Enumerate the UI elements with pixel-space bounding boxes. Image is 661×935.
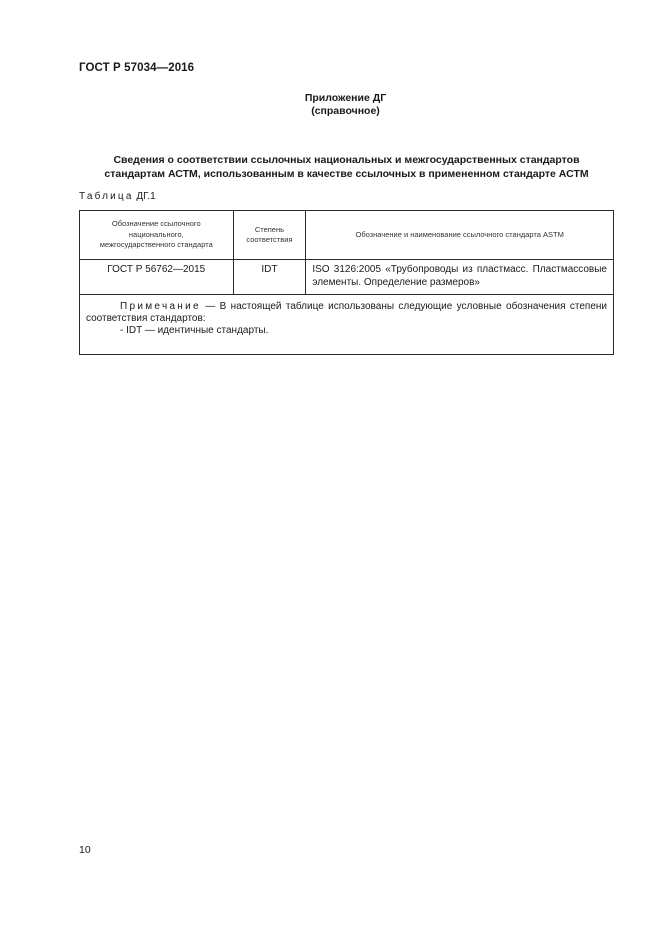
note-line1-text: — В настоящей таблице использованы следующие условные обозначения степени	[200, 301, 607, 312]
annex-title: Приложение ДГ	[304, 92, 387, 104]
cell-astm-standard: ISO 3126:2005 «Трубопроводы из пластмасс. Пластмассовые элементы. Определение размеров»	[306, 260, 614, 295]
header-astm-standard: Обозначение и наименование ссылочного стандарта ASTM	[306, 211, 614, 260]
table-caption-number: ДГ.1	[136, 191, 156, 202]
annex-heading	[0, 92, 661, 118]
section-title-line1: Сведения о соответствии ссылочных национальных и межгосударственных стандартов	[113, 154, 580, 166]
note-line3: - IDT — идентичные стандарты.	[120, 325, 269, 336]
header-degree	[233, 211, 306, 260]
table-caption	[79, 191, 156, 202]
header-col2-line2: соответствия	[246, 235, 293, 244]
header-col1-line3: межгосударственного стандарта	[99, 240, 213, 250]
header-national-standard	[80, 211, 234, 260]
reference-standards-table	[79, 210, 614, 355]
table-row	[80, 260, 614, 295]
header-col1-line2: национального,	[128, 229, 184, 239]
note-line1	[86, 301, 607, 313]
note-line2: соответствия стандартов:	[86, 313, 206, 324]
document-code: ГОСТ Р 57034—2016	[79, 62, 195, 74]
header-col2-line1: Степень	[254, 224, 285, 234]
note-label: Примечание	[120, 301, 201, 312]
cell-national-standard: ГОСТ Р 56762—2015	[80, 260, 234, 295]
table-note-row	[80, 295, 614, 355]
annex-subtitle: (справочное)	[311, 105, 380, 117]
table-header-row	[80, 211, 614, 260]
section-title-line2: стандартам АСТМ, использованным в качестве ссылочных в примененном стандарте АСТМ	[104, 168, 589, 180]
table-note	[80, 295, 614, 355]
table-caption-label: Таблица	[79, 191, 134, 202]
page-number: 10	[79, 844, 91, 856]
header-col1-line1: Обозначение ссылочного	[111, 219, 201, 229]
cell-degree: IDT	[233, 260, 306, 295]
section-title	[79, 153, 614, 181]
